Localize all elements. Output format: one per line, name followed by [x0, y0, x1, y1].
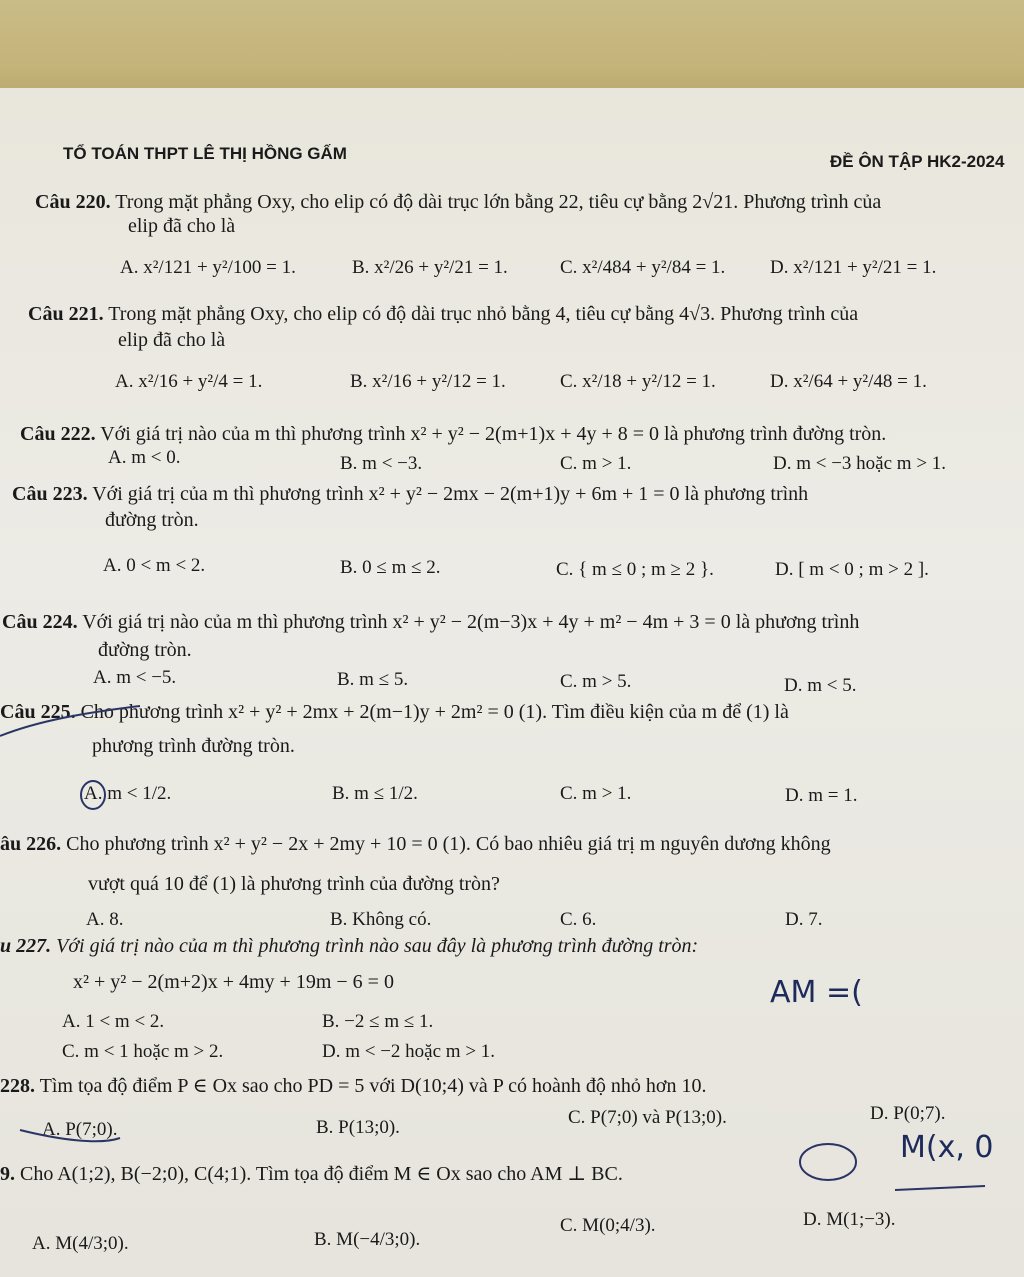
option-d: D. x²/64 + y²/48 = 1. [770, 371, 927, 392]
question-text-cont: đường tròn. [98, 639, 192, 661]
question-number: 9. [0, 1163, 15, 1185]
option-a: A. x²/16 + y²/4 = 1. [115, 371, 263, 392]
option-c: C. P(7;0) và P(13;0). [568, 1107, 727, 1128]
question-text-cont: elip đã cho là [118, 329, 226, 351]
option-c: C. m > 1. [560, 783, 632, 804]
option-a: A. m < −5. [93, 667, 177, 688]
question-text: Cho A(1;2), B(−2;0), C(4;1). Tìm tọa độ điểm M ∈ Ox sao cho AM ⊥ BC. [20, 1163, 623, 1185]
question-equation: x² + y² − 2(m+2)x + 4my + 19m − 6 = 0 [73, 971, 394, 993]
question-text-cont: elip đã cho là [128, 215, 236, 237]
question-text: Trong mặt phẳng Oxy, cho elip có độ dài trục nhỏ bằng 4, tiêu cự bằng 4√3. Phương trình của [108, 303, 859, 325]
option-a: A. P(7;0). [42, 1119, 118, 1140]
option-d: D. x²/121 + y²/21 = 1. [770, 257, 937, 278]
option-c: C. x²/484 + y²/84 = 1. [560, 257, 726, 278]
option-b: B. m < −3. [340, 453, 423, 474]
option-d: D. m < 5. [784, 675, 857, 696]
question-text: Trong mặt phẳng Oxy, cho elip có độ dài trục lớn bằng 22, tiêu cự bằng 2√21. Phương trình của [115, 191, 882, 213]
question-text-cont: phương trình đường tròn. [92, 735, 295, 757]
school-name: TỔ TOÁN THPT LÊ THỊ HỒNG GẤM [63, 144, 347, 163]
question-number: Câu 224. [2, 611, 78, 633]
question-number: Câu 220. [35, 191, 111, 213]
handwritten-note: M(x, 0 [900, 1130, 994, 1165]
question-text: Tìm tọa độ điểm P ∈ Ox sao cho PD = 5 với D(10;4) và P có hoành độ nhỏ hơn 10. [39, 1075, 707, 1097]
question-number: Câu 225. [0, 701, 76, 723]
question-text: Cho phương trình x² + y² − 2x + 2my + 10 = 0 (1). Có bao nhiêu giá trị m nguyên dương không [66, 833, 831, 855]
question-number: Câu 221. [28, 303, 104, 325]
option-d: D. [ m < 0 ; m > 2 ]. [775, 559, 929, 580]
question-number: Câu 222. [20, 423, 96, 445]
option-d: D. m < −2 hoặc m > 1. [322, 1041, 496, 1062]
option-a: A. m < 0. [108, 447, 181, 468]
option-c: C. M(0;4/3). [560, 1215, 656, 1236]
question-number: Câu 223. [12, 483, 88, 505]
option-a: A. 8. [86, 909, 124, 930]
handwritten-note: AM =( [770, 975, 863, 1010]
question-text: Với giá trị nào của m thì phương trình nào sau đây là phương trình đường tròn: [56, 935, 699, 957]
option-b: B. x²/26 + y²/21 = 1. [352, 257, 508, 278]
option-c: C. { m ≤ 0 ; m ≥ 2 }. [556, 559, 714, 580]
option-b: B. M(−4/3;0). [314, 1229, 421, 1250]
question-text: Với giá trị của m thì phương trình x² + y² − 2mx − 2(m+1)y + 6m + 1 = 0 là phương trình [92, 483, 809, 505]
question-text-cont: đường tròn. [105, 509, 199, 531]
question-text-cont: vượt quá 10 để (1) là phương trình của đường tròn? [88, 873, 500, 895]
underline-mark [20, 1130, 120, 1141]
option-d: D. 7. [785, 909, 823, 930]
option-b: B. Không có. [330, 909, 432, 930]
option-d: D. P(0;7). [870, 1103, 946, 1124]
question-number: âu 226. [0, 833, 62, 855]
option-a: A. M(4/3;0). [32, 1233, 129, 1254]
option-a: A. m < 1/2. [84, 783, 172, 804]
circle-mark [800, 1144, 856, 1180]
option-a: A. 0 < m < 2. [103, 555, 206, 576]
underline-mark [0, 706, 140, 736]
question-number: u 227. [0, 935, 52, 957]
answer-circle [81, 781, 105, 809]
document-title: ĐỀ ÔN TẬP HK2-2024 [830, 152, 1005, 171]
question-text: Với giá trị nào của m thì phương trình x² + y² − 2(m−3)x + 4y + m² − 4m + 3 = 0 là phương trình [82, 611, 860, 633]
option-d: D. m = 1. [785, 785, 858, 806]
option-b: B. m ≤ 1/2. [332, 783, 418, 804]
question-number: 228. [0, 1075, 35, 1097]
option-c: C. x²/18 + y²/12 = 1. [560, 371, 716, 392]
option-a: A. 1 < m < 2. [62, 1011, 165, 1032]
option-b: B. x²/16 + y²/12 = 1. [350, 371, 506, 392]
option-c: C. m > 5. [560, 671, 632, 692]
option-c: C. m < 1 hoặc m > 2. [62, 1041, 224, 1062]
option-c: C. 6. [560, 909, 597, 930]
option-b: B. −2 ≤ m ≤ 1. [322, 1011, 434, 1032]
option-b: B. P(13;0). [316, 1117, 400, 1138]
option-b: B. m ≤ 5. [337, 669, 409, 690]
underline-mark [895, 1186, 985, 1190]
question-text: Với giá trị nào của m thì phương trình x² + y² − 2(m+1)x + 4y + 8 = 0 là phương trình đường tròn. [100, 423, 887, 445]
option-c: C. m > 1. [560, 453, 632, 474]
question-text: Cho phương trình x² + y² + 2mx + 2(m−1)y + 2m² = 0 (1). Tìm điều kiện của m để (1) là [80, 701, 789, 723]
option-a: A. x²/121 + y²/100 = 1. [120, 257, 296, 278]
option-b: B. 0 ≤ m ≤ 2. [340, 557, 441, 578]
option-d: D. M(1;−3). [803, 1209, 896, 1230]
option-d: D. m < −3 hoặc m > 1. [773, 453, 947, 474]
